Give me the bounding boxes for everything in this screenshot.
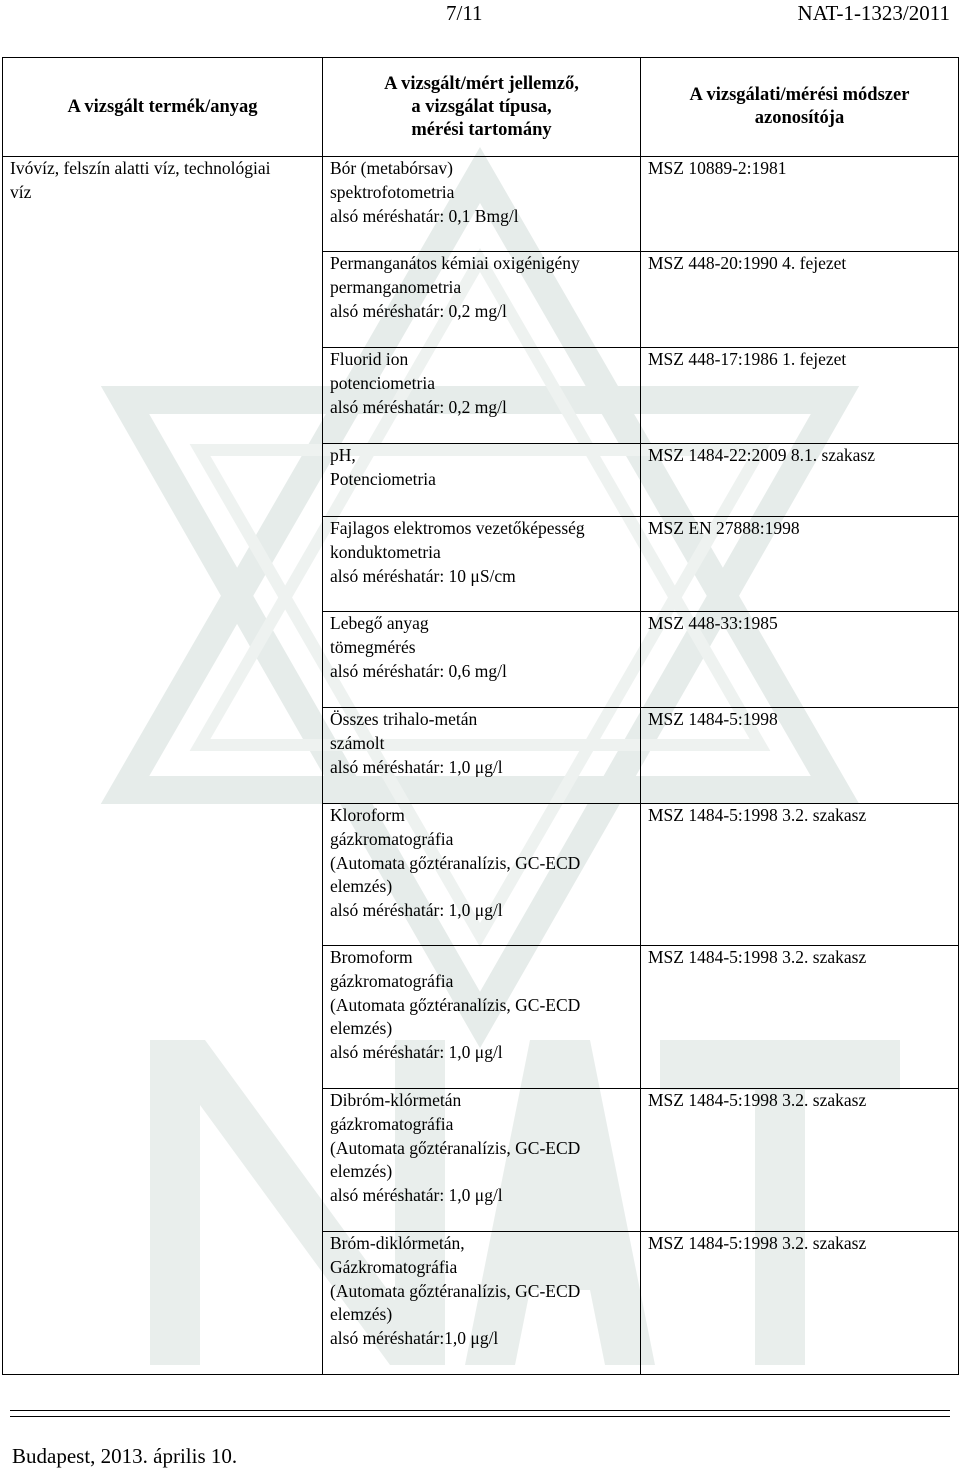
footer-rule-bottom xyxy=(10,1416,950,1417)
characteristic-cell xyxy=(323,708,641,804)
column-header-product xyxy=(3,58,323,157)
characteristic-line: alsó méréshatár: 0,1 Bmg/l xyxy=(330,205,519,226)
characteristic-line: elemzés) xyxy=(330,876,393,897)
characteristic-line: Permanganátos kémiai oxigénigény xyxy=(330,253,580,273)
method-cell xyxy=(641,1089,959,1232)
characteristic-line: (Automata gőztéranalízis, GC-ECD xyxy=(330,994,581,1015)
characteristic-line: alsó méréshatár:1,0 μg/l xyxy=(330,1328,499,1349)
method-identifier: MSZ 1484-5:1998 3.2. szakasz xyxy=(648,1090,867,1110)
characteristic-line: Lebegő anyag xyxy=(330,613,429,633)
table-header-row xyxy=(3,58,959,157)
column-header-line: azonosítója xyxy=(754,108,845,128)
accreditation-table xyxy=(2,57,959,1375)
method-identifier: MSZ 10889-2:1981 xyxy=(648,158,787,178)
characteristic-line: potenciometria xyxy=(330,372,435,393)
column-header-line: A vizsgált termék/anyag xyxy=(67,96,258,117)
column-header-line: A vizsgált/mért jellemző, xyxy=(384,73,579,94)
characteristic-line: Fajlagos elektromos vezetőképesség xyxy=(330,518,585,538)
characteristic-line: alsó méréshatár: 1,0 μg/l xyxy=(330,1042,503,1063)
characteristic-line: alsó méréshatár: 0,2 mg/l xyxy=(330,396,507,417)
column-header-line: A vizsgálati/mérési módszer xyxy=(689,85,910,105)
characteristic-line: alsó méréshatár: 1,0 μg/l xyxy=(330,756,503,777)
footer-place-date: Budapest, 2013. április 10. xyxy=(12,1444,238,1468)
column-header-method xyxy=(641,58,959,157)
characteristic-line: gázkromatográfia xyxy=(330,1113,454,1134)
document-code: NAT-1-1323/2011 xyxy=(797,1,950,25)
characteristic-cell xyxy=(323,1232,641,1375)
characteristic-cell xyxy=(323,444,641,517)
characteristic-cell xyxy=(323,157,641,252)
method-identifier: MSZ 448-20:1990 4. fejezet xyxy=(648,253,847,273)
method-identifier: MSZ 448-17:1986 1. fejezet xyxy=(648,349,847,369)
product-cell xyxy=(3,157,323,1375)
characteristic-line: (Automata gőztéranalízis, GC-ECD xyxy=(330,1280,581,1301)
characteristic-line: gázkromatográfia xyxy=(330,970,454,991)
characteristic-line: Kloroform xyxy=(330,805,405,825)
characteristic-cell xyxy=(323,612,641,708)
characteristic-line: Gázkromatográfia xyxy=(330,1256,458,1277)
characteristic-line: Bromoform xyxy=(330,947,413,967)
method-cell xyxy=(641,946,959,1089)
method-cell xyxy=(641,444,959,517)
product-line: Ivóvíz, felszín alatti víz, technológiai xyxy=(10,158,271,178)
column-header-line: a vizsgálat típusa, xyxy=(411,96,552,117)
characteristic-cell xyxy=(323,946,641,1089)
method-identifier: MSZ EN 27888:1998 xyxy=(648,518,800,538)
method-identifier: MSZ 1484-5:1998 xyxy=(648,709,778,729)
method-cell xyxy=(641,612,959,708)
page-number: 7/11 xyxy=(446,1,483,25)
method-identifier: MSZ 448-33:1985 xyxy=(648,613,778,633)
characteristic-line: alsó méréshatár: 1,0 μg/l xyxy=(330,1185,503,1206)
footer-rule-top xyxy=(10,1410,950,1411)
method-cell xyxy=(641,1232,959,1375)
method-identifier: MSZ 1484-22:2009 8.1. szakasz xyxy=(648,445,875,465)
method-identifier: MSZ 1484-5:1998 3.2. szakasz xyxy=(648,805,867,825)
characteristic-cell xyxy=(323,517,641,612)
characteristic-line: alsó méréshatár: 1,0 μg/l xyxy=(330,900,503,921)
method-cell xyxy=(641,348,959,444)
characteristic-line: permanganometria xyxy=(330,276,462,297)
characteristic-line: Bór (metabórsav) xyxy=(330,158,453,178)
characteristic-line: elemzés) xyxy=(330,1161,393,1182)
characteristic-line: konduktometria xyxy=(330,541,441,562)
characteristic-line: alsó méréshatár: 0,2 mg/l xyxy=(330,300,507,321)
method-cell xyxy=(641,252,959,348)
method-cell xyxy=(641,804,959,946)
method-cell xyxy=(641,517,959,612)
characteristic-line: számolt xyxy=(330,732,385,753)
characteristic-line: alsó méréshatár: 0,6 mg/l xyxy=(330,660,507,681)
characteristic-cell xyxy=(323,804,641,946)
characteristic-line: pH, xyxy=(330,445,356,465)
characteristic-line: Potenciometria xyxy=(330,468,436,489)
column-header-line: mérési tartomány xyxy=(411,119,552,140)
table-row xyxy=(3,157,959,252)
characteristic-line: alsó méréshatár: 10 μS/cm xyxy=(330,565,516,586)
characteristic-line: gázkromatográfia xyxy=(330,828,454,849)
characteristic-cell xyxy=(323,348,641,444)
characteristic-line: (Automata gőztéranalízis, GC-ECD xyxy=(330,852,581,873)
characteristic-line: Összes trihalo-metán xyxy=(330,709,478,729)
characteristic-line: spektrofotometria xyxy=(330,181,455,202)
column-header-characteristic xyxy=(323,58,641,157)
characteristic-line: (Automata gőztéranalízis, GC-ECD xyxy=(330,1137,581,1158)
characteristic-line: Dibróm-klórmetán xyxy=(330,1090,462,1110)
characteristic-cell xyxy=(323,1089,641,1232)
characteristic-line: tömegmérés xyxy=(330,636,416,657)
method-identifier: MSZ 1484-5:1998 3.2. szakasz xyxy=(648,1233,867,1253)
characteristic-line: Bróm-diklórmetán, xyxy=(330,1233,465,1253)
characteristic-line: Fluorid ion xyxy=(330,349,409,369)
characteristic-cell xyxy=(323,252,641,348)
characteristic-line: elemzés) xyxy=(330,1018,393,1039)
method-cell xyxy=(641,157,959,252)
characteristic-line: elemzés) xyxy=(330,1304,393,1325)
method-cell xyxy=(641,708,959,804)
method-identifier: MSZ 1484-5:1998 3.2. szakasz xyxy=(648,947,867,967)
product-line: víz xyxy=(10,181,32,202)
